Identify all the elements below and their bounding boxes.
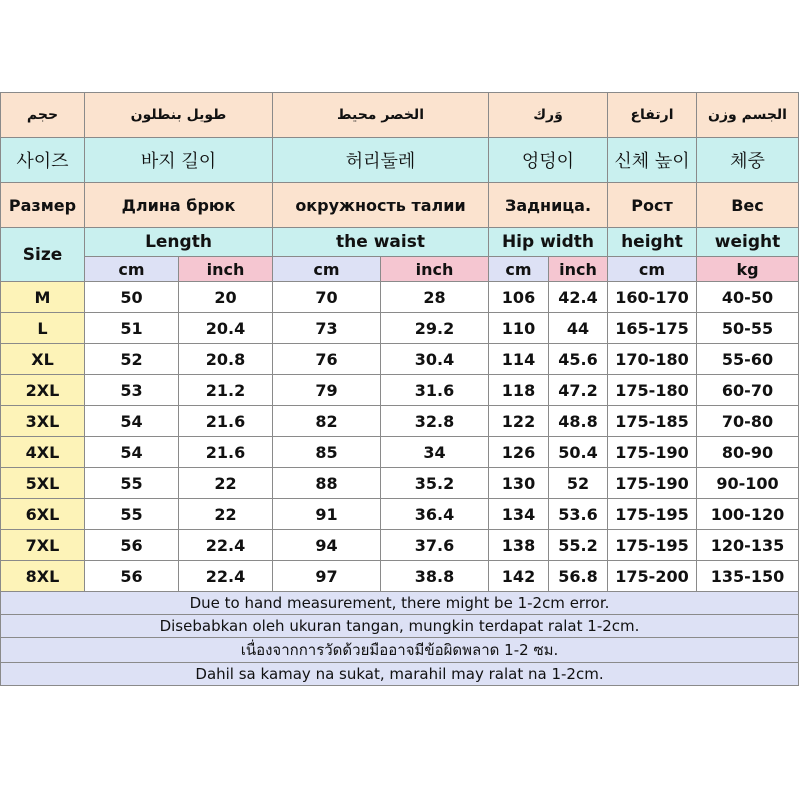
hip-cm-cell: 122 [489, 406, 549, 437]
length-cm-cell: 53 [85, 375, 179, 406]
height-cm-cell: 175-195 [608, 530, 697, 561]
unit-hip-cm: cm [489, 257, 549, 282]
hip-inch-cell: 52 [549, 468, 608, 499]
header-size-korean: 사이즈 [1, 138, 85, 183]
header-hip-english: Hip width [489, 228, 608, 257]
weight-kg-cell: 40-50 [697, 282, 799, 313]
height-cm-cell: 175-180 [608, 375, 697, 406]
note-row [1, 663, 799, 686]
length-cm-cell: 55 [85, 468, 179, 499]
waist-inch-cell: 38.8 [381, 561, 489, 592]
hip-cm-cell: 110 [489, 313, 549, 344]
size-cell: 2XL [1, 375, 85, 406]
waist-cm-cell: 70 [273, 282, 381, 313]
hip-cm-cell: 142 [489, 561, 549, 592]
header-height-arabic: ارتفاع [608, 93, 697, 138]
header-row-korean [1, 138, 799, 183]
header-length-arabic: طويل بنطلون [85, 93, 273, 138]
hip-inch-cell: 44 [549, 313, 608, 344]
waist-cm-cell: 94 [273, 530, 381, 561]
length-cm-cell: 55 [85, 499, 179, 530]
waist-cm-cell: 88 [273, 468, 381, 499]
weight-kg-cell: 135-150 [697, 561, 799, 592]
header-row-russian [1, 183, 799, 228]
length-cm-cell: 56 [85, 561, 179, 592]
header-waist-english: the waist [273, 228, 489, 257]
length-inch-cell: 22.4 [179, 561, 273, 592]
hip-cm-cell: 138 [489, 530, 549, 561]
unit-length-cm: cm [85, 257, 179, 282]
note-thai: เนื่องจากการวัดด้วยมืออาจมีข้อผิดพลาด 1-2 ซม. [1, 638, 799, 663]
length-cm-cell: 51 [85, 313, 179, 344]
header-size-arabic: حجم [1, 93, 85, 138]
size-rows [1, 282, 799, 592]
header-row-arabic [1, 93, 799, 138]
size-chart-table [0, 92, 799, 686]
hip-inch-cell: 42.4 [549, 282, 608, 313]
unit-height-cm: cm [608, 257, 697, 282]
header-row-units [1, 257, 799, 282]
table-row [1, 375, 799, 406]
hip-cm-cell: 106 [489, 282, 549, 313]
length-inch-cell: 21.6 [179, 437, 273, 468]
length-inch-cell: 21.6 [179, 406, 273, 437]
table-row [1, 468, 799, 499]
height-cm-cell: 175-200 [608, 561, 697, 592]
header-length-russian: Длина брюк [85, 183, 273, 228]
note-row [1, 615, 799, 638]
length-cm-cell: 56 [85, 530, 179, 561]
header-waist-korean: 허리둘레 [273, 138, 489, 183]
waist-cm-cell: 97 [273, 561, 381, 592]
table-row [1, 344, 799, 375]
hip-cm-cell: 134 [489, 499, 549, 530]
header-size-russian: Размер [1, 183, 85, 228]
waist-inch-cell: 30.4 [381, 344, 489, 375]
header-weight-arabic: الجسم وزن [697, 93, 799, 138]
header-length-english: Length [85, 228, 273, 257]
header-weight-korean: 체중 [697, 138, 799, 183]
header-row-english [1, 228, 799, 257]
table-row [1, 437, 799, 468]
waist-inch-cell: 36.4 [381, 499, 489, 530]
waist-inch-cell: 28 [381, 282, 489, 313]
header-height-russian: Рост [608, 183, 697, 228]
note-english: Due to hand measurement, there might be 1-2cm error. [1, 592, 799, 615]
size-cell: L [1, 313, 85, 344]
size-cell: 8XL [1, 561, 85, 592]
waist-cm-cell: 73 [273, 313, 381, 344]
length-inch-cell: 21.2 [179, 375, 273, 406]
height-cm-cell: 160-170 [608, 282, 697, 313]
hip-cm-cell: 114 [489, 344, 549, 375]
header-hip-russian: Задница. [489, 183, 608, 228]
header-weight-english: weight [697, 228, 799, 257]
size-cell: 6XL [1, 499, 85, 530]
hip-inch-cell: 50.4 [549, 437, 608, 468]
weight-kg-cell: 60-70 [697, 375, 799, 406]
hip-cm-cell: 130 [489, 468, 549, 499]
height-cm-cell: 170-180 [608, 344, 697, 375]
length-cm-cell: 54 [85, 406, 179, 437]
note-row [1, 592, 799, 615]
length-inch-cell: 20.8 [179, 344, 273, 375]
hip-inch-cell: 47.2 [549, 375, 608, 406]
waist-cm-cell: 82 [273, 406, 381, 437]
height-cm-cell: 175-195 [608, 499, 697, 530]
waist-inch-cell: 32.8 [381, 406, 489, 437]
weight-kg-cell: 50-55 [697, 313, 799, 344]
length-cm-cell: 52 [85, 344, 179, 375]
table-row [1, 313, 799, 344]
header-waist-russian: окружность талии [273, 183, 489, 228]
length-inch-cell: 22.4 [179, 530, 273, 561]
waist-inch-cell: 31.6 [381, 375, 489, 406]
size-cell: 3XL [1, 406, 85, 437]
size-cell: XL [1, 344, 85, 375]
note-filipino: Dahil sa kamay na sukat, marahil may ralat na 1-2cm. [1, 663, 799, 686]
hip-inch-cell: 53.6 [549, 499, 608, 530]
waist-cm-cell: 79 [273, 375, 381, 406]
waist-inch-cell: 37.6 [381, 530, 489, 561]
length-inch-cell: 22 [179, 468, 273, 499]
table-row [1, 282, 799, 313]
height-cm-cell: 175-185 [608, 406, 697, 437]
unit-weight-kg: kg [697, 257, 799, 282]
waist-cm-cell: 91 [273, 499, 381, 530]
length-cm-cell: 54 [85, 437, 179, 468]
note-row [1, 638, 799, 663]
hip-inch-cell: 48.8 [549, 406, 608, 437]
height-cm-cell: 165-175 [608, 313, 697, 344]
table-row [1, 406, 799, 437]
header-hip-arabic: وَرك [489, 93, 608, 138]
header-height-korean: 신체 높이 [608, 138, 697, 183]
length-inch-cell: 20 [179, 282, 273, 313]
unit-waist-inch: inch [381, 257, 489, 282]
waist-cm-cell: 85 [273, 437, 381, 468]
waist-cm-cell: 76 [273, 344, 381, 375]
weight-kg-cell: 90-100 [697, 468, 799, 499]
hip-inch-cell: 56.8 [549, 561, 608, 592]
weight-kg-cell: 120-135 [697, 530, 799, 561]
table-row [1, 561, 799, 592]
header-height-english: height [608, 228, 697, 257]
size-chart [0, 92, 800, 686]
hip-inch-cell: 55.2 [549, 530, 608, 561]
size-cell: 7XL [1, 530, 85, 561]
weight-kg-cell: 70-80 [697, 406, 799, 437]
unit-length-inch: inch [179, 257, 273, 282]
weight-kg-cell: 100-120 [697, 499, 799, 530]
note-malay: Disebabkan oleh ukuran tangan, mungkin terdapat ralat 1-2cm. [1, 615, 799, 638]
table-row [1, 530, 799, 561]
height-cm-cell: 175-190 [608, 437, 697, 468]
header-weight-russian: Вес [697, 183, 799, 228]
unit-waist-cm: cm [273, 257, 381, 282]
weight-kg-cell: 80-90 [697, 437, 799, 468]
height-cm-cell: 175-190 [608, 468, 697, 499]
length-inch-cell: 20.4 [179, 313, 273, 344]
length-inch-cell: 22 [179, 499, 273, 530]
header-waist-arabic: الخصر محيط [273, 93, 489, 138]
header-length-korean: 바지 길이 [85, 138, 273, 183]
weight-kg-cell: 55-60 [697, 344, 799, 375]
waist-inch-cell: 34 [381, 437, 489, 468]
size-cell: 4XL [1, 437, 85, 468]
waist-inch-cell: 35.2 [381, 468, 489, 499]
header-size-english: Size [1, 228, 85, 282]
header-hip-korean: 엉덩이 [489, 138, 608, 183]
size-cell: M [1, 282, 85, 313]
hip-cm-cell: 118 [489, 375, 549, 406]
size-cell: 5XL [1, 468, 85, 499]
hip-cm-cell: 126 [489, 437, 549, 468]
waist-inch-cell: 29.2 [381, 313, 489, 344]
unit-hip-inch: inch [549, 257, 608, 282]
hip-inch-cell: 45.6 [549, 344, 608, 375]
table-row [1, 499, 799, 530]
length-cm-cell: 50 [85, 282, 179, 313]
